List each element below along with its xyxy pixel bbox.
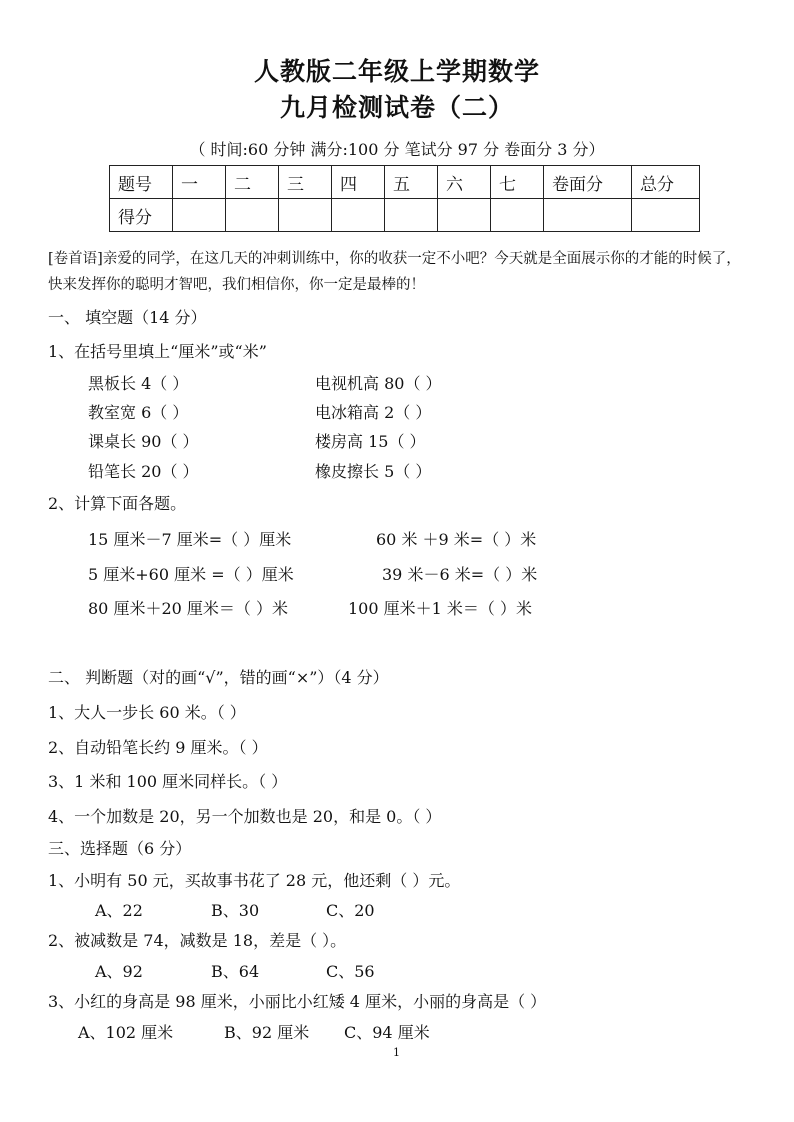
choice-option[interactable]: B、64 xyxy=(211,962,260,981)
fill-item[interactable]: 橡皮擦长 5（ ） xyxy=(315,462,432,481)
judge-item[interactable]: 4、一个加数是 20，另一个加数也是 20，和是 0。（ ） xyxy=(48,807,442,826)
exam-title: 人教版二年级上学期数学 xyxy=(253,57,540,86)
score-table-cell: 一 xyxy=(173,166,226,199)
score-table-cell: 得分 xyxy=(110,199,173,232)
question-stem: 3、小红的身高是 98 厘米，小丽比小红矮 4 厘米，小丽的身高是（ ） xyxy=(48,992,547,1011)
score-entry-cell[interactable] xyxy=(491,199,544,232)
score-entry-cell[interactable] xyxy=(544,199,632,232)
question-stem: 2、被减数是 74，减数是 18，差是（ ）。 xyxy=(48,931,347,950)
score-table-cell: 题号 xyxy=(110,166,173,199)
score-table-score-row xyxy=(110,199,700,232)
fill-item[interactable]: 课桌长 90（ ） xyxy=(88,432,199,451)
section3-title: 三、选择题（6 分） xyxy=(48,839,192,858)
judge-item[interactable]: 2、自动铅笔长约 9 厘米。（ ） xyxy=(48,738,268,757)
score-entry-cell[interactable] xyxy=(279,199,332,232)
choice-option[interactable]: A、22 xyxy=(95,901,143,920)
fill-item[interactable]: 电冰箱高 2（ ） xyxy=(315,403,432,422)
score-table-cell: 五 xyxy=(385,166,438,199)
fill-item[interactable]: 楼房高 15（ ） xyxy=(315,432,426,451)
calc-item[interactable]: 39 米－6 米=（ ）米 xyxy=(382,565,538,584)
choice-option[interactable]: C、56 xyxy=(326,962,375,981)
exam-subtitle: 九月检测试卷（二） xyxy=(279,93,514,122)
score-entry-cell[interactable] xyxy=(332,199,385,232)
calc-item[interactable]: 60 米 ＋9 米=（ ）米 xyxy=(376,530,537,549)
score-entry-cell[interactable] xyxy=(438,199,491,232)
score-table-cell: 二 xyxy=(226,166,279,199)
score-entry-cell[interactable] xyxy=(173,199,226,232)
fill-item[interactable]: 铅笔长 20（ ） xyxy=(88,462,199,481)
score-table-cell: 六 xyxy=(438,166,491,199)
score-table-cell: 卷面分 xyxy=(544,166,632,199)
page-number: 1 xyxy=(393,1046,400,1059)
section2-title: 二、 判断题（对的画“√”，错的画“×”）（4 分） xyxy=(48,668,389,687)
score-table-header-row xyxy=(110,166,700,199)
score-table-cell: 总分 xyxy=(632,166,700,199)
calc-item[interactable]: 80 厘米＋20 厘米＝（ ）米 xyxy=(88,599,288,618)
question-stem: 1、小明有 50 元，买故事书花了 28 元，他还剩（ ）元。 xyxy=(48,871,461,890)
intro-text: [卷首语]亲爱的同学，在这几天的冲刺训练中，你的收获一定不小吧？今天就是全面展示你的才能的时候了，快来发挥你的聪明才智吧，我们相信你，你一定是最棒的！ xyxy=(48,251,741,293)
fill-item[interactable]: 电视机高 80（ ） xyxy=(315,374,442,393)
choice-option[interactable]: B、92 厘米 xyxy=(224,1023,310,1042)
choice-option[interactable]: A、92 xyxy=(95,962,143,981)
score-table-cell: 三 xyxy=(279,166,332,199)
score-entry-cell[interactable] xyxy=(385,199,438,232)
question-stem: 1、在括号里填上“厘米”或“米” xyxy=(48,342,267,361)
exam-info: （ 时间:60 分钟 满分:100 分 笔试分 97 分 卷面分 3 分） xyxy=(189,140,605,159)
calc-item[interactable]: 15 厘米－7 厘米=（ ）厘米 xyxy=(88,530,292,549)
section1-title: 一、 填空题（14 分） xyxy=(48,308,207,327)
choice-option[interactable]: C、20 xyxy=(326,901,375,920)
choice-option[interactable]: B、30 xyxy=(211,901,260,920)
fill-item[interactable]: 教室宽 6（ ） xyxy=(88,403,189,422)
calc-item[interactable]: 100 厘米＋1 米＝（ ）米 xyxy=(348,599,532,618)
score-table xyxy=(109,165,700,232)
score-table-cell: 四 xyxy=(332,166,385,199)
fill-item[interactable]: 黑板长 4（ ） xyxy=(88,374,189,393)
calc-item[interactable]: 5 厘米+60 厘米 =（ ）厘米 xyxy=(88,565,294,584)
judge-item[interactable]: 1、大人一步长 60 米。（ ） xyxy=(48,703,246,722)
choice-option[interactable]: C、94 厘米 xyxy=(344,1023,430,1042)
judge-item[interactable]: 3、1 米和 100 厘米同样长。（ ） xyxy=(48,772,288,791)
score-entry-cell[interactable] xyxy=(226,199,279,232)
score-table-cell: 七 xyxy=(491,166,544,199)
score-entry-cell[interactable] xyxy=(632,199,700,232)
choice-option[interactable]: A、102 厘米 xyxy=(78,1023,174,1042)
question-stem: 2、计算下面各题。 xyxy=(48,494,187,513)
